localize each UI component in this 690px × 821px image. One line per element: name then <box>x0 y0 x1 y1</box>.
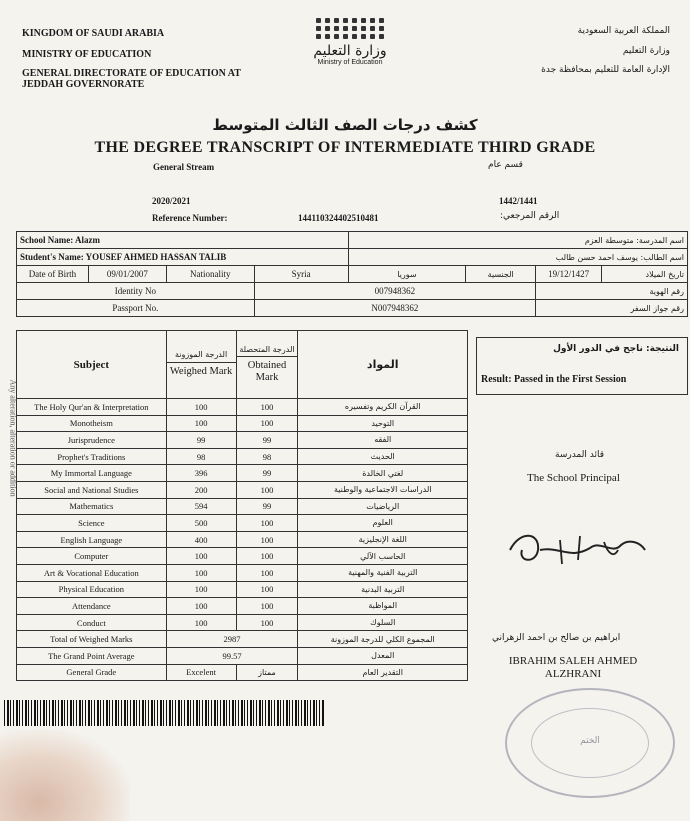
obtained-cell: 99 <box>236 498 298 515</box>
identity-label: Identity No <box>17 283 255 300</box>
table-row <box>17 415 468 432</box>
weighed-cell: 100 <box>166 598 236 615</box>
obtained-cell: 99 <box>236 465 298 482</box>
obtained-cell: 100 <box>236 415 298 432</box>
table-row <box>17 531 468 548</box>
total-value: 2987 <box>166 631 298 648</box>
weighed-cell: 98 <box>166 448 236 465</box>
dob-label-ar: تاريخ الميلاد <box>602 266 688 283</box>
stream-label-ar: قسم عام <box>488 160 523 170</box>
weighed-cell: 100 <box>166 564 236 581</box>
reference-number: 144110324402510481 <box>298 213 379 223</box>
total-label-ar: المجموع الكلي للدرجة الموزونة <box>298 631 468 648</box>
principal-label: The School Principal <box>527 472 620 484</box>
reference-label-ar: الرقم المرجعي: <box>500 211 560 221</box>
subject-header: Subject <box>17 331 167 399</box>
subject-ar-cell: الدراسات الاجتماعية والوطنية <box>298 481 468 498</box>
weighed-cell: 99 <box>166 432 236 449</box>
subject-cell: Monotheism <box>17 415 167 432</box>
principal-name-ar: ابراهيم بن صالح بن احمد الزهراني <box>492 633 621 643</box>
principal-signature <box>500 520 650 580</box>
side-note: Any alteration, alteration or addition <box>8 379 18 497</box>
grade-value-ar: ممتاز <box>236 664 298 681</box>
logo-english: Ministry of Education <box>317 59 383 66</box>
nationality-label-ar: الجنسية <box>466 266 536 283</box>
dob-value: 09/01/2007 <box>88 266 166 283</box>
student-name: Student's Name: YOUSEF AHMED HASSAN TALIB <box>17 249 349 266</box>
subject-ar-cell: اللغة الإنجليزية <box>298 531 468 548</box>
nationality-value: Syria <box>254 266 348 283</box>
directorate-label: GENERAL DIRECTORATE OF EDUCATION AT JEDDAH GOVERNORATE <box>22 68 241 90</box>
table-row <box>17 399 468 416</box>
grade-label-ar: التقدير العام <box>298 664 468 681</box>
subject-ar-cell: التربية البدنية <box>298 581 468 598</box>
nationality-label: Nationality <box>166 266 254 283</box>
weighed-cell: 100 <box>166 399 236 416</box>
table-row <box>17 448 468 465</box>
result-en: Result: Passed in the First Session <box>481 374 627 385</box>
reference-label: Reference Number: <box>152 213 228 223</box>
subject-cell: Jurisprudence <box>17 432 167 449</box>
weighed-cell: 396 <box>166 465 236 482</box>
logo-arabic: وزارة التعليم <box>313 43 387 59</box>
passport-label-ar: رقم جواز السفر <box>536 300 688 317</box>
identity-label-ar: رقم الهوية <box>536 283 688 300</box>
obtained-cell: 100 <box>236 399 298 416</box>
kingdom-label: KINGDOM OF SAUDI ARABIA <box>22 28 165 39</box>
subject-cell: Attendance <box>17 598 167 615</box>
student-info-table <box>16 231 688 317</box>
obtained-cell: 100 <box>236 598 298 615</box>
subject-cell: Social and National Studies <box>17 481 167 498</box>
dob-hijri: 19/12/1427 <box>536 266 602 283</box>
finger-shadow <box>0 730 130 821</box>
title-arabic: كشف درجات الصف الثالث المتوسط <box>212 116 478 134</box>
obtained-cell: 100 <box>236 564 298 581</box>
school-stamp <box>505 688 675 798</box>
ministry-logo <box>300 18 400 66</box>
obtained-cell: 100 <box>236 614 298 631</box>
obtained-cell: 99 <box>236 432 298 449</box>
subject-ar-cell: العلوم <box>298 515 468 532</box>
student-name-ar: اسم الطالب: يوسف احمد حسن طالب <box>348 249 688 266</box>
subject-cell: Science <box>17 515 167 532</box>
grade-label: General Grade <box>17 664 167 681</box>
weighed-header-ar: الدرجة الموزونة <box>167 351 236 363</box>
passport-value: N007948362 <box>254 300 535 317</box>
subject-cell: The Holy Qur'an & Interpretation <box>17 399 167 416</box>
table-row <box>17 481 468 498</box>
weighed-header-en: Weighed Mark <box>169 366 233 378</box>
identity-value: 0079483​62 <box>254 283 535 300</box>
gpa-label-ar: المعدل <box>298 647 468 664</box>
obtained-header <box>236 331 298 399</box>
header-arabic <box>470 26 670 85</box>
logo-dots-icon <box>300 18 400 39</box>
obtained-header-ar: الدرجة المتحصلة <box>237 346 298 358</box>
year-gregorian: 2020/2021 <box>152 196 191 206</box>
principal-name: IBRAHIM SALEH AHMED ALZHRANI <box>508 655 638 680</box>
kingdom-label-ar: المملكة العربية السعودية <box>577 26 670 36</box>
subject-ar-cell: الحديث <box>298 448 468 465</box>
obtained-header-en: Obtained Mark <box>247 360 287 383</box>
dob-label: Date of Birth <box>17 266 89 283</box>
subject-ar-cell: التربية الفنية والمهنية <box>298 564 468 581</box>
weighed-cell: 100 <box>166 415 236 432</box>
subject-cell: My Immortal Language <box>17 465 167 482</box>
subject-cell: Mathematics <box>17 498 167 515</box>
subject-cell: Physical Education <box>17 581 167 598</box>
obtained-cell: 100 <box>236 531 298 548</box>
obtained-cell: 100 <box>236 581 298 598</box>
gpa-label: The Grand Point Average <box>17 647 167 664</box>
table-row <box>17 432 468 449</box>
weighed-cell: 500 <box>166 515 236 532</box>
table-row <box>17 548 468 565</box>
table-row <box>17 598 468 615</box>
year-hijri: 1442/1441 <box>499 196 538 206</box>
subject-header-ar: المواد <box>298 331 468 399</box>
directorate-label-ar: الإدارة العامة للتعليم بمحافظة جدة <box>541 65 670 76</box>
header-english <box>22 28 272 90</box>
subject-ar-cell: المواظبة <box>298 598 468 615</box>
table-row <box>17 581 468 598</box>
obtained-cell: 98 <box>236 448 298 465</box>
subject-cell: Conduct <box>17 614 167 631</box>
barcode-icon <box>4 700 324 726</box>
table-row <box>17 498 468 515</box>
weighed-cell: 400 <box>166 531 236 548</box>
subject-ar-cell: الفقه <box>298 432 468 449</box>
table-row <box>17 515 468 532</box>
table-row <box>17 465 468 482</box>
subject-cell: English Language <box>17 531 167 548</box>
total-label: Total of Weighed Marks <box>17 631 167 648</box>
school-name-ar: اسم المدرسة: متوسطة العزم <box>348 232 688 249</box>
grade-value: Excelent <box>166 664 236 681</box>
subject-cell: Prophet's Traditions <box>17 448 167 465</box>
subject-ar-cell: التوحيد <box>298 415 468 432</box>
stamp-label: الختم <box>580 736 600 746</box>
obtained-cell: 100 <box>236 548 298 565</box>
principal-label-ar: قائد المدرسة <box>555 450 605 460</box>
school-name: School Name: Alazm <box>17 232 349 249</box>
subject-cell: Computer <box>17 548 167 565</box>
result-box <box>476 337 688 395</box>
ministry-label: MINISTRY OF EDUCATION <box>22 48 152 60</box>
nationality-value-ar: سوريا <box>348 266 466 283</box>
subject-cell: Art & Vocational Education <box>17 564 167 581</box>
stream-label: General Stream <box>153 162 215 172</box>
weighed-cell: 100 <box>166 548 236 565</box>
subject-ar-cell: الرياضيات <box>298 498 468 515</box>
obtained-cell: 100 <box>236 515 298 532</box>
weighed-header <box>166 331 236 399</box>
weighed-cell: 594 <box>166 498 236 515</box>
subject-ar-cell: الحاسب الآلي <box>298 548 468 565</box>
title-english: THE DEGREE TRANSCRIPT OF INTERMEDIATE THIRD GRADE <box>94 139 596 156</box>
subject-ar-cell: القرآن الكريم وتفسيره <box>298 399 468 416</box>
passport-label: Passport No. <box>17 300 255 317</box>
subject-ar-cell: السلوك <box>298 614 468 631</box>
weighed-cell: 100 <box>166 614 236 631</box>
table-row <box>17 614 468 631</box>
weighed-cell: 200 <box>166 481 236 498</box>
result-ar: النتيجة: ناجح في الدور الأول <box>553 344 679 354</box>
subject-ar-cell: لغتي الخالدة <box>298 465 468 482</box>
table-row <box>17 564 468 581</box>
weighed-cell: 100 <box>166 581 236 598</box>
ministry-label-ar: وزارة التعليم <box>622 45 670 56</box>
obtained-cell: 100 <box>236 481 298 498</box>
grades-table <box>16 330 468 681</box>
gpa-value: 99.57 <box>166 647 298 664</box>
